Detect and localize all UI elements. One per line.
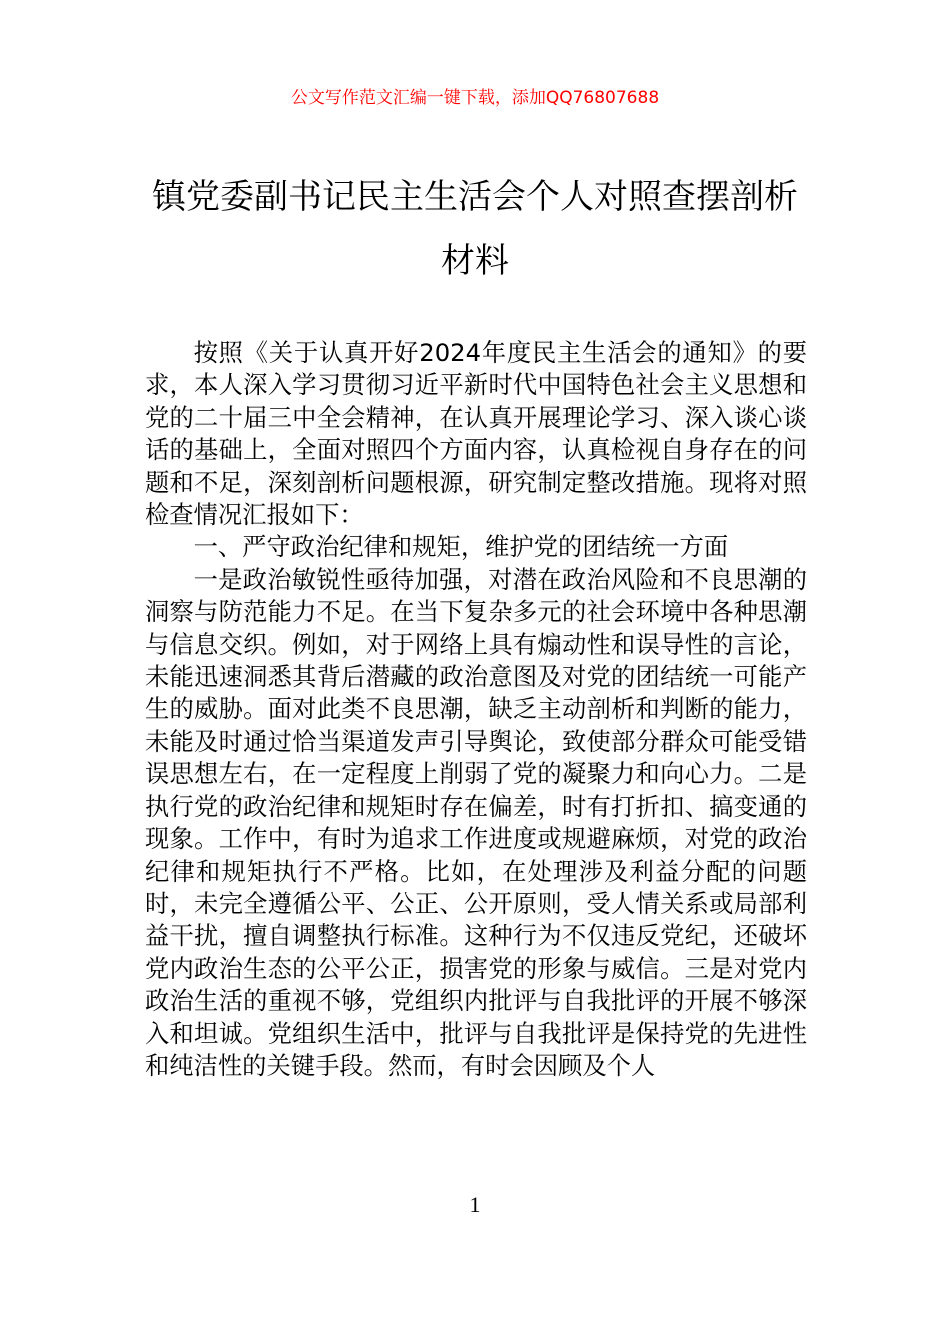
document-title: 镇党委副书记民主生活会个人对照查摆剖析材料 [152, 177, 798, 281]
document-body [145, 337, 807, 1082]
body-paragraph: 一是政治敏锐性亟待加强，对潜在政治风险和不良思潮的洞察与防范能力不足。在当下复杂多元的社会环境中各种思潮与信息交织。例如，对于网络上具有煽动性和误导性的言论，未能迅速洞悉其背后潜藏的政治意图及对党的团结统一可能产生的威胁。面对此类不良思潮，缺乏主动剖析和判断的能力，未能及时通过恰当渠道发声引导舆论，致使部分群众可能受错误思想左右，在一定程度上削弱了党的凝聚力和向心力。二是执行党的政治纪律和规矩时存在偏差，时有打折扣、搞变通的现象。工作中，有时为追求工作进度或规避麻烦，对党的政治纪律和规矩执行不严格。比如，在处理涉及利益分配的问题时，未完全遵循公平、公正、公开原则，受人情关系或局部利益干扰，擅自调整执行标准。这种行为不仅违反党纪，还破坏党内政治生态的公平公正，损害党的形象与威信。三是对党内政治生活的重视不够，党组织内批评与自我批评的开展不够深入和坦诚。党组织生活中，批评与自我批评是保持党的先进性和纯洁性的关键手段。然而，有时会因顾及个人 [145, 564, 807, 1080]
intro-paragraph: 按照《关于认真开好2024年度民主生活会的通知》的要求，本人深入学习贯彻习近平新时代中国特色社会主义思想和党的二十届三中全会精神，在认真开展理论学习、深入谈心谈话的基础上，全面对照四个方面内容，认真检视自身存在的问题和不足，深刻剖析问题根源，研究制定整改措施。现将对照检查情况汇报如下： [145, 338, 807, 530]
header-promo-text: 公文写作范文汇编一键下载，添加QQ76807688 [290, 88, 660, 108]
section-heading: 一、严守政治纪律和规矩，维护党的团结统一方面 [193, 532, 729, 562]
page-number: 1 [469, 1192, 481, 1217]
